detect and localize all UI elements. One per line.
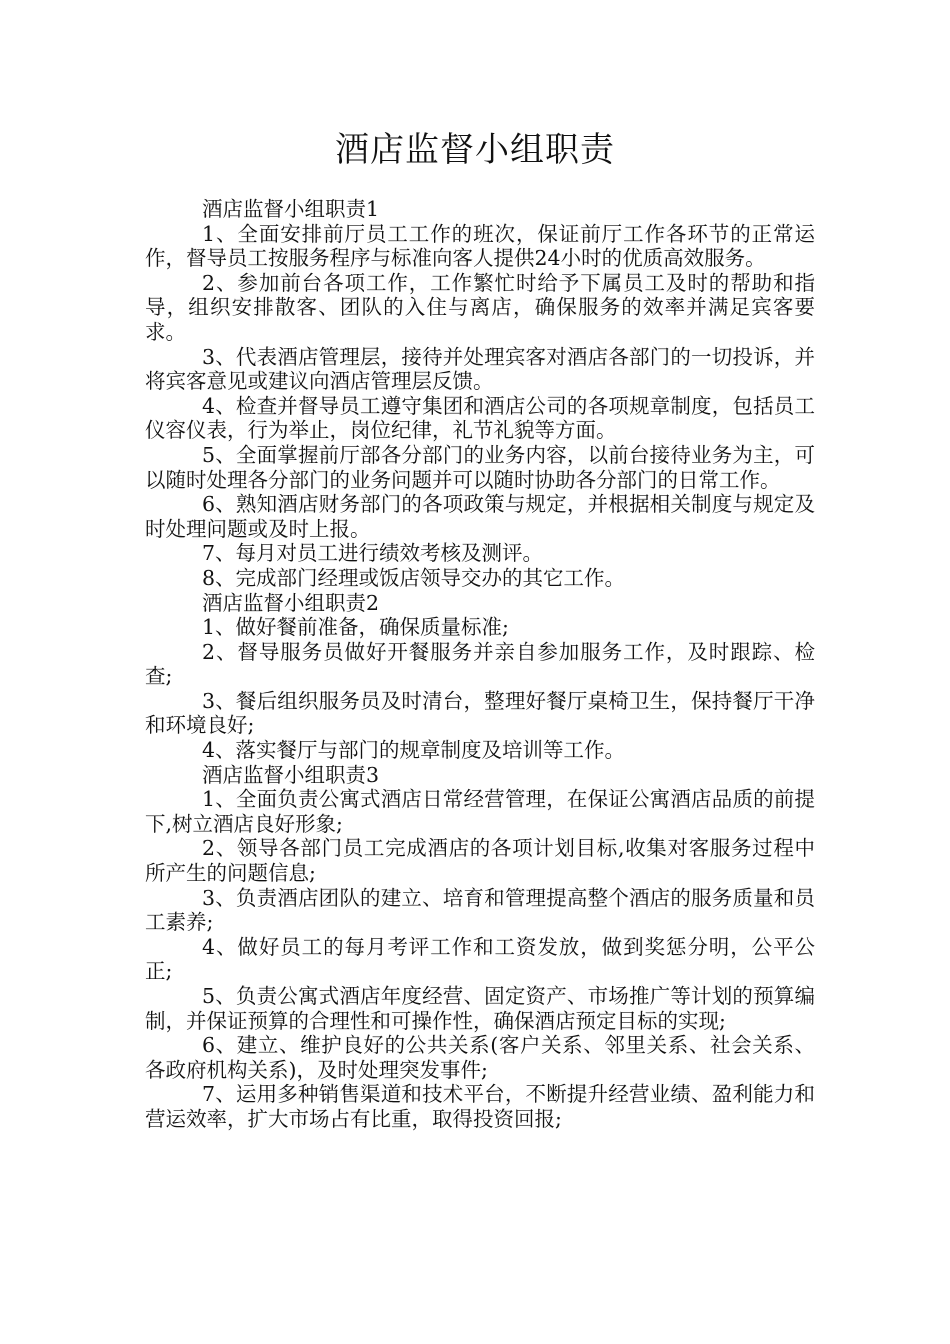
- section-heading: 酒店监督小组职责3: [202, 762, 380, 787]
- paragraph: 7、每月对员工进行绩效考核及测评。: [202, 541, 544, 566]
- document-body: [145, 197, 815, 1132]
- paragraph: 3、负责酒店团队的建立、培育和管理提高整个酒店的服务质量和员工素养;: [145, 885, 815, 935]
- section-heading: 酒店监督小组职责1: [202, 197, 380, 221]
- paragraph: 7、运用多种销售渠道和技术平台，不断提升经营业绩、盈利能力和营运效率，扩大市场占有比重，取得投资回报;: [145, 1082, 815, 1131]
- paragraph: 4、做好员工的每月考评工作和工资发放，做到奖惩分明，公平公正;: [145, 934, 815, 984]
- paragraph: 2、督导服务员做好开餐服务并亲自参加服务工作，及时跟踪、检查;: [145, 639, 815, 689]
- paragraph: 6、熟知酒店财务部门的各项政策与规定，并根据相关制度与规定及时处理问题或及时上报。: [145, 492, 815, 541]
- paragraph: 1、做好餐前准备，确保质量标准;: [202, 615, 509, 640]
- paragraph: 5、负责公寓式酒店年度经营、固定资产、市场推广等计划的预算编制，并保证预算的合理性和可操作性，确保酒店预定目标的实现;: [145, 984, 815, 1033]
- paragraph: 6、建立、维护良好的公共关系(客户关系、邻里关系、社会关系、各政府机构关系)，及时处理突发事件;: [145, 1033, 815, 1082]
- paragraph: 2、参加前台各项工作，工作繁忙时给予下属员工及时的帮助和指导，组织安排散客、团队的入住与离店，确保服务的效率并满足宾客要求。: [145, 270, 815, 344]
- section-heading: 酒店监督小组职责2: [202, 590, 380, 615]
- document-title: 酒店监督小组职责: [335, 130, 615, 170]
- paragraph: 1、全面安排前厅员工工作的班次，保证前厅工作各环节的正常运作，督导员工按服务程序与标准向客人提供24小时的优质高效服务。: [145, 221, 815, 271]
- paragraph: 2、领导各部门员工完成酒店的各项计划目标,收集对客服务过程中所产生的问题信息;: [145, 836, 815, 886]
- paragraph: 3、餐后组织服务员及时清台，整理好餐厅桌椅卫生，保持餐厅干净和环境良好;: [145, 688, 815, 738]
- paragraph: 3、代表酒店管理层，接待并处理宾客对酒店各部门的一切投诉，并将宾客意见或建议向酒店管理层反馈。: [145, 344, 815, 394]
- paragraph: 4、落实餐厅与部门的规章制度及培训等工作。: [202, 738, 626, 763]
- paragraph: 8、完成部门经理或饭店领导交办的其它工作。: [202, 565, 626, 590]
- paragraph: 1、全面负责公寓式酒店日常经营管理，在保证公寓酒店品质的前提下,树立酒店良好形象;: [145, 787, 815, 836]
- paragraph: 5、全面掌握前厅部各分部门的业务内容，以前台接待业务为主，可以随时处理各分部门的业务问题并可以随时协助各分部门的日常工作。: [145, 442, 815, 492]
- paragraph: 4、检查并督导员工遵守集团和酒店公司的各项规章制度，包括员工仪容仪表，行为举止，岗位纪律，礼节礼貌等方面。: [145, 393, 815, 443]
